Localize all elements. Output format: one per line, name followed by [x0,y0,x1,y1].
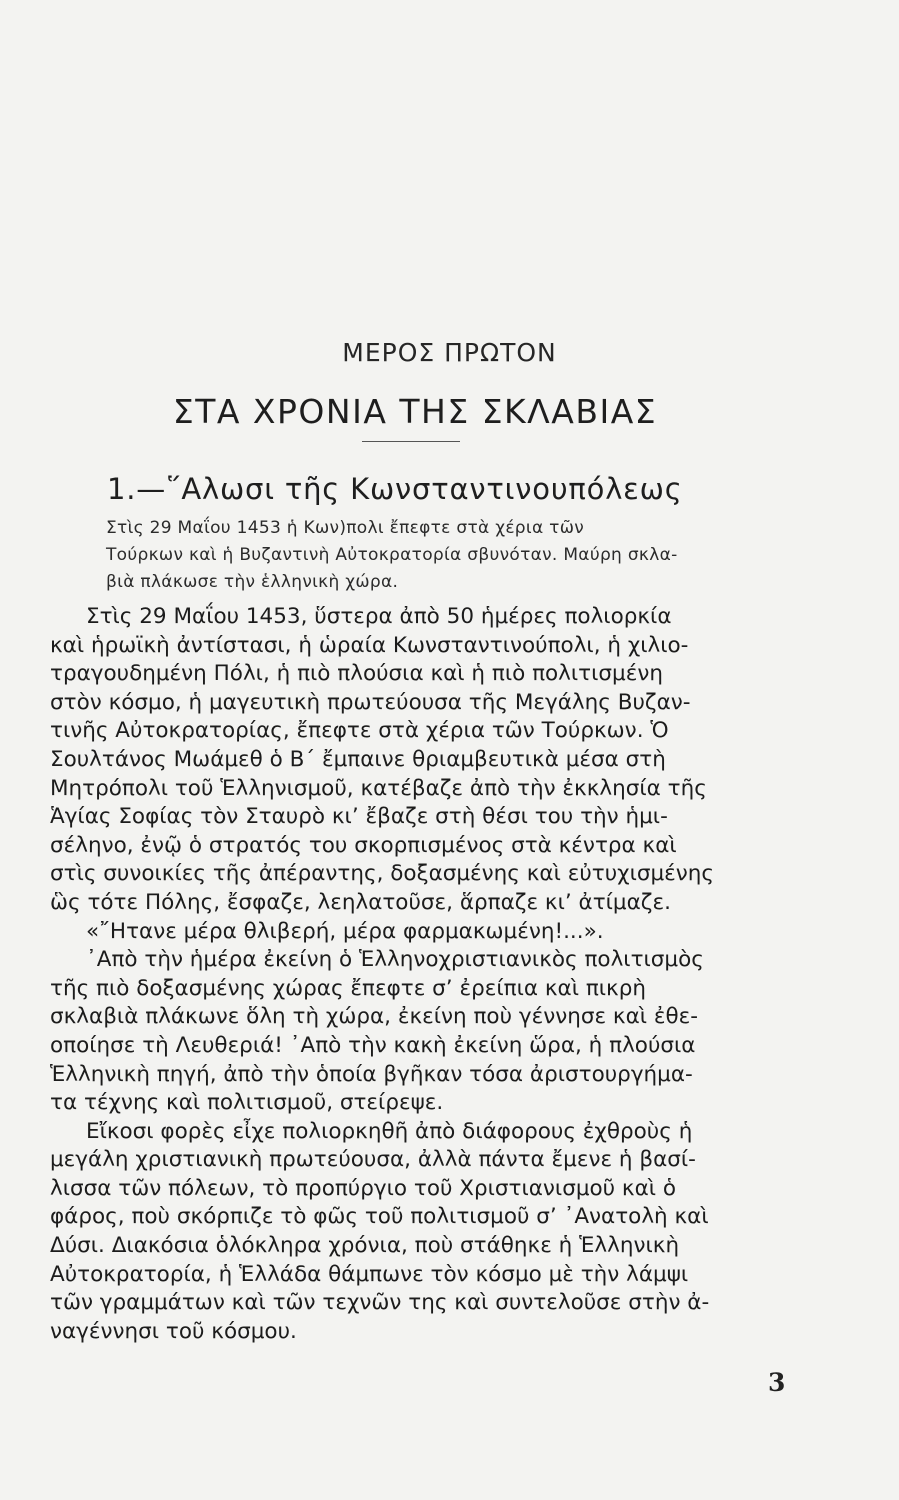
body-line: Μητρόπολι τοῦ Ἑλληνισμοῦ, κατέβαζε ἀπὸ τὴν ἐκκλησία τῆς [50,775,707,801]
body-text [50,603,790,1346]
chapter-title: 1.—῞Αλωσι τῆς Κωνσταντινουπόλεως [107,472,683,506]
body-line: «῎Ητανε μέρα θλιβερή, μέρα φαρμακωμένη!...». [86,918,604,944]
body-line: σέληνο, ἐνῷ ὁ στρατός του σκορπισμένος στὰ κέντρα καὶ [50,832,677,858]
body-line: τινῆς Αὐτοκρατορίας, ἔπεφτε στὰ χέρια τῶν Τούρκων. Ὁ [50,718,669,744]
body-line: Αὐτοκρατορία, ἡ Ἑλλάδα θάμπωνε τὸν κόσμο μὲ τὴν λάμψι [50,1261,689,1287]
body-line: Στὶς 29 Μαΐου 1453, ὕστερα ἀπὸ 50 ἡμέρες πολιορκία [86,604,672,629]
body-line: οποίησε τὴ Λευθεριά! ᾽Απὸ τὴν κακὴ ἐκείνη ὥρα, ἡ πλούσια [50,1032,696,1058]
body-line: στὶς συνοικίες τῆς ἀπέραντης, δοξασμένης καὶ εὐτυχισμένης [50,861,715,887]
body-line: Ἁγίας Σοφίας τὸν Σταυρὸ κι’ ἔβαζε στὴ θέσι του τὴν ἡμι- [50,804,668,830]
title-divider [362,441,460,442]
body-line: ναγέννησι τοῦ κόσμου. [50,1318,297,1344]
chapter-summary [106,515,796,596]
part-title: ΣΤΑ ΧΡΟΝΙΑ ΤΗΣ ΣΚΛΑΒΙΑΣ [172,392,658,431]
body-line: Ἑλληνικὴ πηγή, ἀπὸ τὴν ὁποία βγῆκαν τόσα ἀριστουργήμα- [50,1061,693,1087]
body-line: φάρος, ποὺ σκόρπιζε τὸ φῶς τοῦ πολιτισμοῦ σ’ ᾽Ανατολὴ καὶ [50,1204,709,1230]
body-line: Σουλτάνος Μωάμεθ ὁ Β΄ ἔμπαινε θριαμβευτικὰ μέσα στὴ [50,746,666,772]
body-line: τα τέχνης καὶ πολιτισμοῦ, στείρεψε. [50,1090,444,1116]
summary-line: Στὶς 29 Μαΐου 1453 ἡ Κων)πολι ἔπεφτε στὰ χέρια τῶν [106,518,585,538]
body-line: καὶ ἡρωϊκὴ ἀντίστασι, ἡ ὡραία Κωνσταντινούπολι, ἡ χιλιο- [50,632,689,658]
body-line: σκλαβιὰ πλάκωνε ὅλη τὴ χώρα, ἐκείνη ποὺ γέννησε καὶ ἐθε- [50,1004,699,1030]
part-heading: ΜΕΡΟΣ ΠΡΩΤΟΝ [342,338,557,367]
summary-line: βιὰ πλάκωσε τὴν ἑλληνικὴ χώρα. [106,572,399,592]
body-line: λισσα τῶν πόλεων, τὸ προπύργιο τοῦ Χριστιανισμοῦ καὶ ὁ [50,1175,677,1201]
body-line: στὸν κόσμο, ἡ μαγευτικὴ πρωτεύουσα τῆς Μεγάλης Βυζαν- [50,689,691,715]
body-line: τῆς πιὸ δοξασμένης χώρας ἔπεφτε σ’ ἐρείπια καὶ πικρὴ [50,975,646,1001]
body-line: τῶν γραμμάτων καὶ τῶν τεχνῶν της καὶ συντελοῦσε στὴν ἀ- [50,1290,710,1316]
body-line: ᾽Απὸ τὴν ἡμέρα ἐκείνη ὁ Ἑλληνοχριστιανικὸς πολιτισμὸς [86,947,704,973]
body-line: τραγουδημένη Πόλι, ἡ πιὸ πλούσια καὶ ἡ πιὸ πολιτισμένη [50,661,663,687]
body-line: Εἴκοσι φορὲς εἶχε πολιορκηθῆ ἀπὸ διάφορους ἐχθροὺς ἡ [86,1118,693,1144]
summary-line: Τούρκων καὶ ἡ Βυζαντινὴ Αὐτοκρατορία σβυνόταν. Μαύρη σκλα- [106,545,678,565]
body-line: ὣς τότε Πόλης, ἔσφαζε, λεηλατοῦσε, ἅρπαζε κι’ ἀτίμαζε. [50,889,671,915]
page-number: 3 [768,1368,786,1397]
body-line: μεγάλη χριστιανικὴ πρωτεύουσα, ἀλλὰ πάντα ἔμενε ἡ βασί- [50,1147,696,1173]
body-line: Δύσι. Διακόσια ὁλόκληρα χρόνια, ποὺ στάθηκε ἡ Ἑλληνικὴ [50,1233,680,1259]
